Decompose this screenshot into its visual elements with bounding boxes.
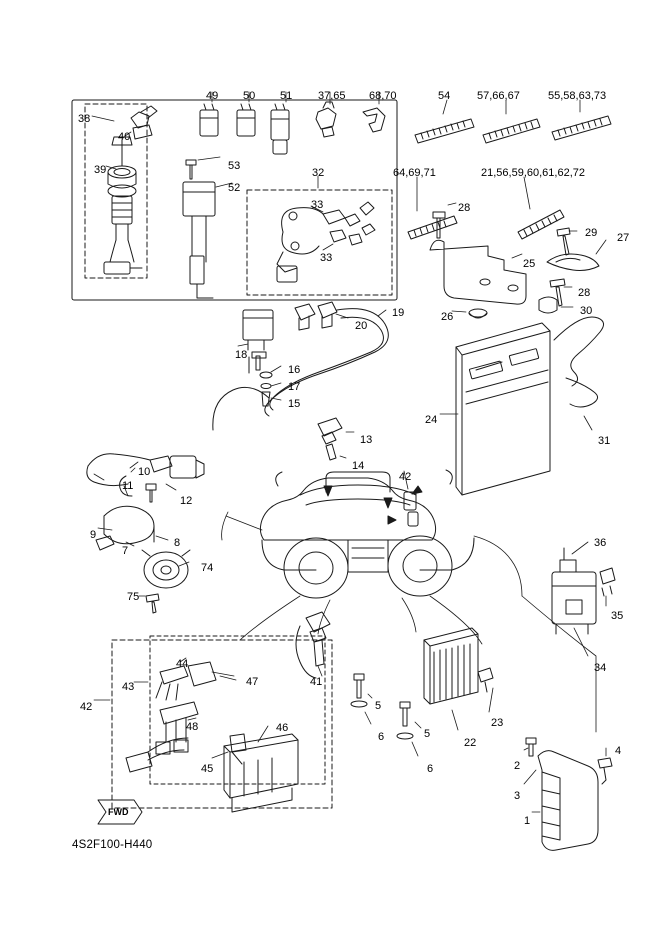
- callout-33-b: 33: [320, 252, 333, 264]
- callout-1: 1: [524, 815, 531, 827]
- callout-16: 16: [288, 364, 301, 376]
- callout-34: 34: [594, 662, 607, 674]
- callout-39: 39: [94, 164, 107, 176]
- callout-42-b: 42: [80, 701, 93, 713]
- callout-8: 8: [174, 537, 181, 549]
- callout-30: 30: [580, 305, 593, 317]
- callout-24: 24: [425, 414, 438, 426]
- callout-20: 20: [355, 320, 368, 332]
- callout-38: 38: [78, 113, 91, 125]
- callout-23: 23: [491, 717, 504, 729]
- callout-18: 18: [235, 349, 248, 361]
- callout-50: 50: [243, 90, 256, 102]
- fwd-direction-label: FWD: [108, 807, 129, 817]
- callout-9: 9: [90, 529, 97, 541]
- callout-40: 40: [118, 131, 131, 143]
- callout-28-b: 28: [578, 287, 591, 299]
- callout-12: 12: [180, 495, 193, 507]
- callout-46: 46: [276, 722, 289, 734]
- callout-4: 4: [615, 745, 622, 757]
- callout-68-70: 68,70: [369, 90, 397, 102]
- callout-54: 54: [438, 90, 451, 102]
- callout-2: 2: [514, 760, 521, 772]
- callout-28-a: 28: [458, 202, 471, 214]
- callout-6-a: 6: [378, 731, 385, 743]
- callout-3: 3: [514, 790, 521, 802]
- callout-15: 15: [288, 398, 301, 410]
- callout-43: 43: [122, 681, 135, 693]
- callout-11: 11: [122, 480, 134, 492]
- callout-49: 49: [206, 90, 219, 102]
- callout-13: 13: [360, 434, 373, 446]
- callout-32: 32: [312, 167, 325, 179]
- callout-33-a: 33: [311, 199, 324, 211]
- callout-19: 19: [392, 307, 405, 319]
- callout-74: 74: [201, 562, 214, 574]
- callout-36: 36: [594, 537, 607, 549]
- callout-5-b: 5: [424, 728, 431, 740]
- callout-6-b: 6: [427, 763, 434, 775]
- callout-64-69-71: 64,69,71: [393, 167, 436, 179]
- callout-41: 41: [310, 676, 323, 688]
- callout-45: 45: [201, 763, 214, 775]
- callout-7: 7: [122, 545, 129, 557]
- callout-53: 53: [228, 160, 241, 172]
- callout-22: 22: [464, 737, 477, 749]
- callout-25: 25: [523, 258, 536, 270]
- callout-47: 47: [246, 676, 259, 688]
- callout-52: 52: [228, 182, 241, 194]
- callout-42-a: 42: [399, 471, 412, 483]
- callout-51: 51: [280, 90, 293, 102]
- callout-31: 31: [598, 435, 611, 447]
- callout-37-65: 37,65: [318, 90, 346, 102]
- callout-5-a: 5: [375, 700, 382, 712]
- callout-29: 29: [585, 227, 598, 239]
- callout-48: 48: [186, 721, 199, 733]
- callout-10: 10: [138, 466, 151, 478]
- callout-26: 26: [441, 311, 454, 323]
- callout-55-58-63-73: 55,58,63,73: [548, 90, 607, 102]
- callout-75: 75: [127, 591, 140, 603]
- callout-17: 17: [288, 381, 301, 393]
- diagram-part-code: 4S2F100-H440: [72, 839, 153, 851]
- callout-57-66-67: 57,66,67: [477, 90, 520, 102]
- callout-27: 27: [617, 232, 630, 244]
- callout-21-56-59-60-61-62-72: 21,56,59,60,61,62,72: [481, 167, 585, 179]
- callout-14: 14: [352, 460, 365, 472]
- callout-35: 35: [611, 610, 624, 622]
- callout-44: 44: [176, 658, 189, 670]
